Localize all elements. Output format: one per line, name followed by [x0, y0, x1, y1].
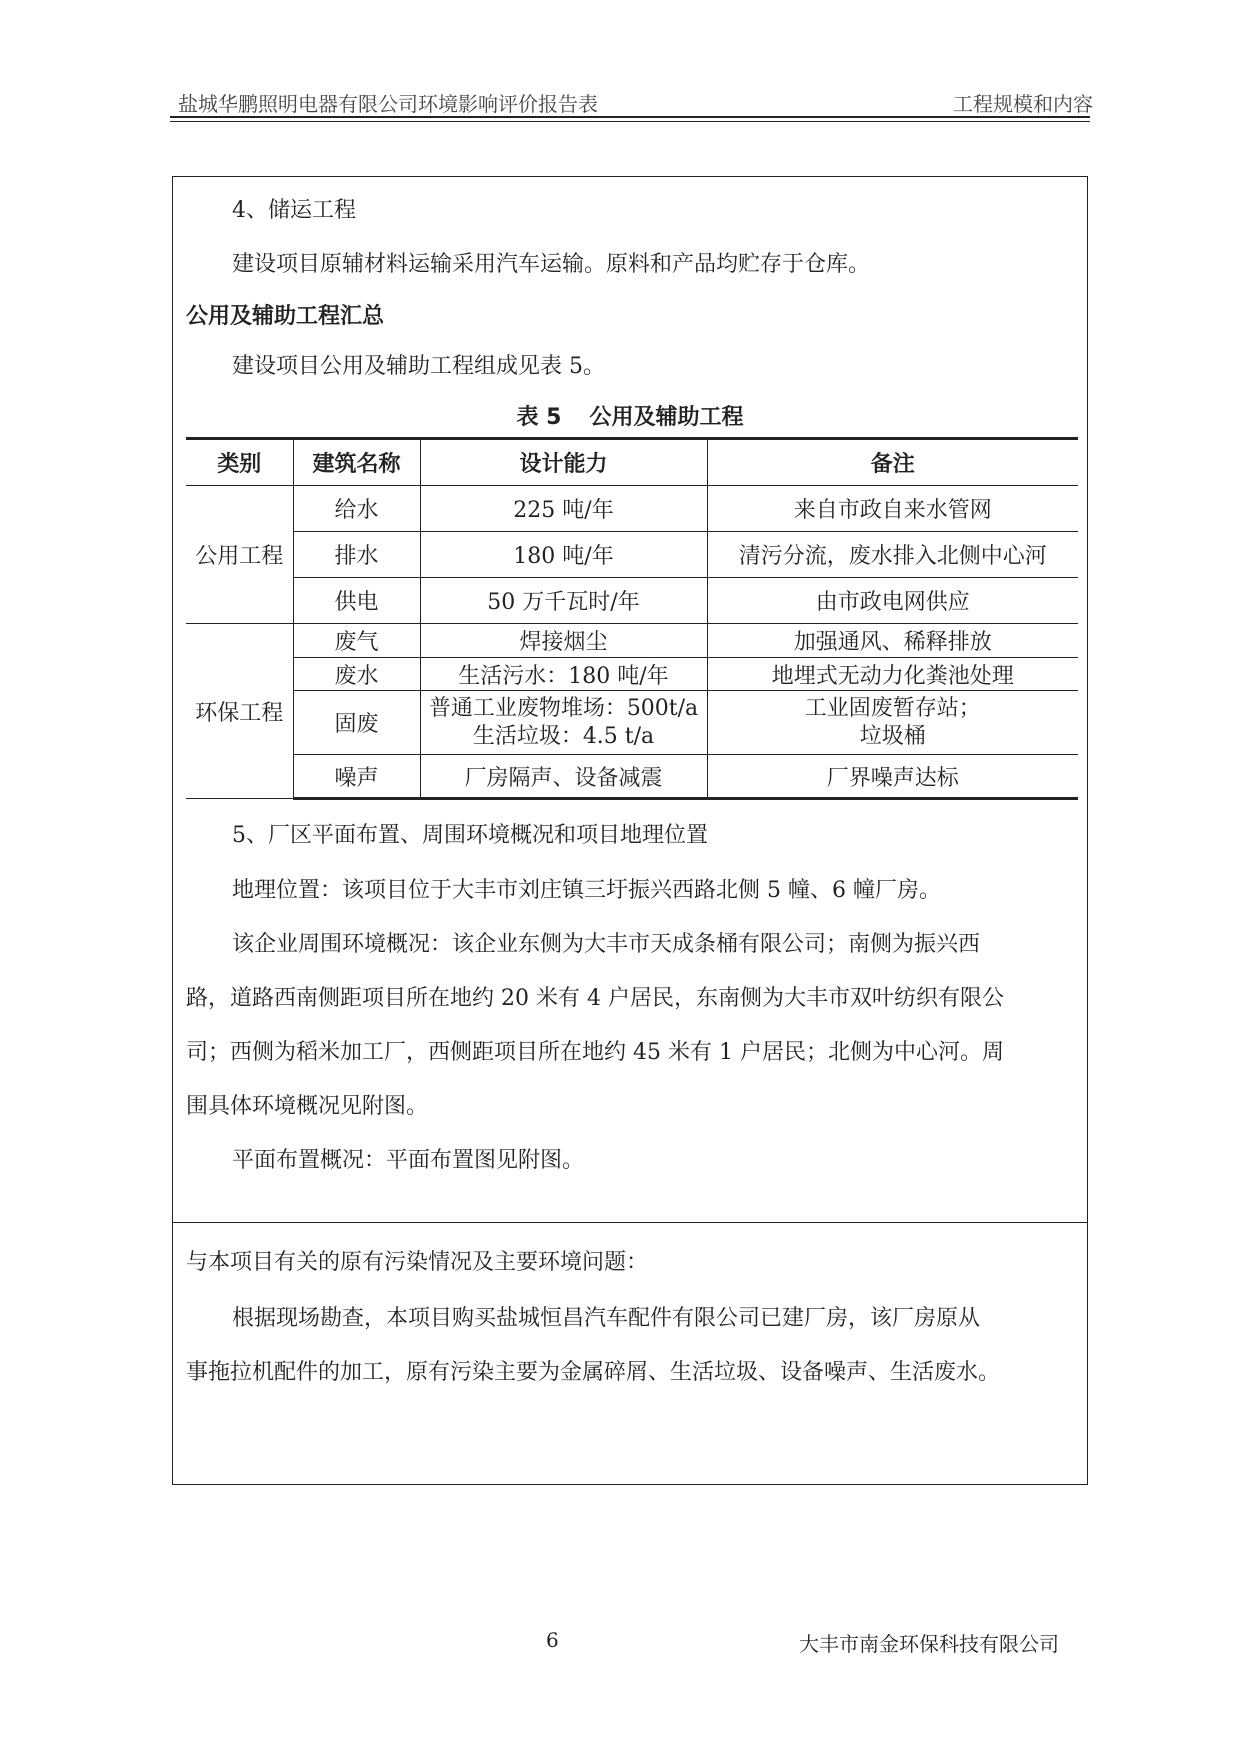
table-row [186, 486, 1078, 532]
name-cell: 固废 [293, 691, 420, 755]
table5-caption [186, 400, 1074, 431]
remark-cell: 由市政电网供应 [707, 578, 1078, 624]
name-cell: 噪声 [293, 755, 420, 799]
remark-cell: 来自市政自来水管网 [707, 486, 1078, 532]
capacity-cell: 50 万千瓦时/年 [420, 578, 707, 624]
category-cell: 环保工程 [186, 624, 293, 799]
header-rule-thin [170, 121, 1090, 122]
section4-text: 建设项目原辅材料运输采用汽车运输。原料和产品均贮存于仓库。 [232, 252, 871, 277]
name-cell: 排水 [293, 532, 420, 578]
table-header-row [186, 439, 1078, 486]
capacity-cell: 厂房隔声、设备减震 [420, 755, 707, 799]
capacity-cell: 生活污水：180 吨/年 [420, 658, 707, 691]
table-row [186, 532, 1078, 578]
pollution-title: 与本项目有关的原有污染情况及主要环境问题： [186, 1250, 649, 1275]
header-section-title: 工程规模和内容 [953, 92, 1093, 116]
name-cell: 废水 [293, 658, 420, 691]
section5-env-line: 司；西侧为稻米加工厂，西侧距项目所在地约 45 米有 1 户居民；北侧为中心河。周 [186, 1040, 1004, 1065]
section5-env-line: 该企业周围环境概况：该企业东侧为大丰市天成条桶有限公司；南侧为振兴西 [232, 932, 981, 957]
section5-env-line: 围具体环境概况见附图。 [186, 1094, 429, 1119]
pollution-line: 根据现场勘查，本项目购买盐城恒昌汽车配件有限公司已建厂房，该厂房原从 [232, 1306, 981, 1331]
col-header-remark: 备注 [707, 439, 1078, 486]
table5-caption-title: 公用及辅助工程 [589, 405, 744, 430]
section4-title: 4、储运工程 [232, 198, 356, 223]
remark-cell: 清污分流，废水排入北侧中心河 [707, 532, 1078, 578]
footer-company: 大丰市南金环保科技有限公司 [799, 1632, 1059, 1656]
header-rule [170, 116, 1090, 118]
table5 [186, 437, 1078, 800]
remark-line: 垃圾桶 [859, 723, 926, 749]
table-row [186, 624, 1078, 658]
col-header-name: 建筑名称 [293, 439, 420, 486]
table-row [186, 755, 1078, 799]
capacity-cell: 225 吨/年 [420, 486, 707, 532]
table-row [186, 578, 1078, 624]
name-cell: 给水 [293, 486, 420, 532]
header-report-title: 盐城华鹏照明电器有限公司环境影响评价报告表 [178, 92, 598, 116]
name-cell: 废气 [293, 624, 420, 658]
table-row [186, 691, 1078, 755]
summary-intro: 建设项目公用及辅助工程组成见表 5。 [232, 354, 605, 379]
remark-cell: 加强通风、稀释排放 [707, 624, 1078, 658]
capacity-line: 生活垃圾：4.5 t/a [472, 723, 655, 749]
pollution-line: 事拖拉机配件的加工，原有污染主要为金属碎屑、生活垃圾、设备噪声、生活废水。 [186, 1360, 1001, 1385]
capacity-line: 普通工业废物堆场：500t/a [428, 695, 699, 721]
capacity-cell: 180 吨/年 [420, 532, 707, 578]
capacity-cell: 焊接烟尘 [420, 624, 707, 658]
remark-line: 工业固废暂存站； [804, 695, 981, 721]
remark-cell [707, 691, 1078, 755]
table5-caption-number: 表 5 [516, 405, 562, 430]
name-cell: 供电 [293, 578, 420, 624]
col-header-category: 类别 [186, 439, 293, 486]
section5-title: 5、厂区平面布置、周围环境概况和项目地理位置 [232, 823, 708, 848]
category-cell: 公用工程 [186, 486, 293, 624]
section5-location: 地理位置：该项目位于大丰市刘庄镇三圩振兴西路北侧 5 幢、6 幢厂房。 [232, 878, 941, 903]
capacity-cell [420, 691, 707, 755]
page-number: 6 [546, 1628, 559, 1652]
remark-cell: 厂界噪声达标 [707, 755, 1078, 799]
table-row [186, 658, 1078, 691]
remark-cell: 地埋式无动力化粪池处理 [707, 658, 1078, 691]
section5-layout: 平面布置概况：平面布置图见附图。 [232, 1148, 585, 1173]
section5-env-line: 路，道路西南侧距项目所在地约 20 米有 4 户居民，东南侧为大丰市双叶纺织有限公 [186, 986, 1004, 1011]
summary-heading: 公用及辅助工程汇总 [186, 304, 385, 329]
col-header-capacity: 设计能力 [420, 439, 707, 486]
